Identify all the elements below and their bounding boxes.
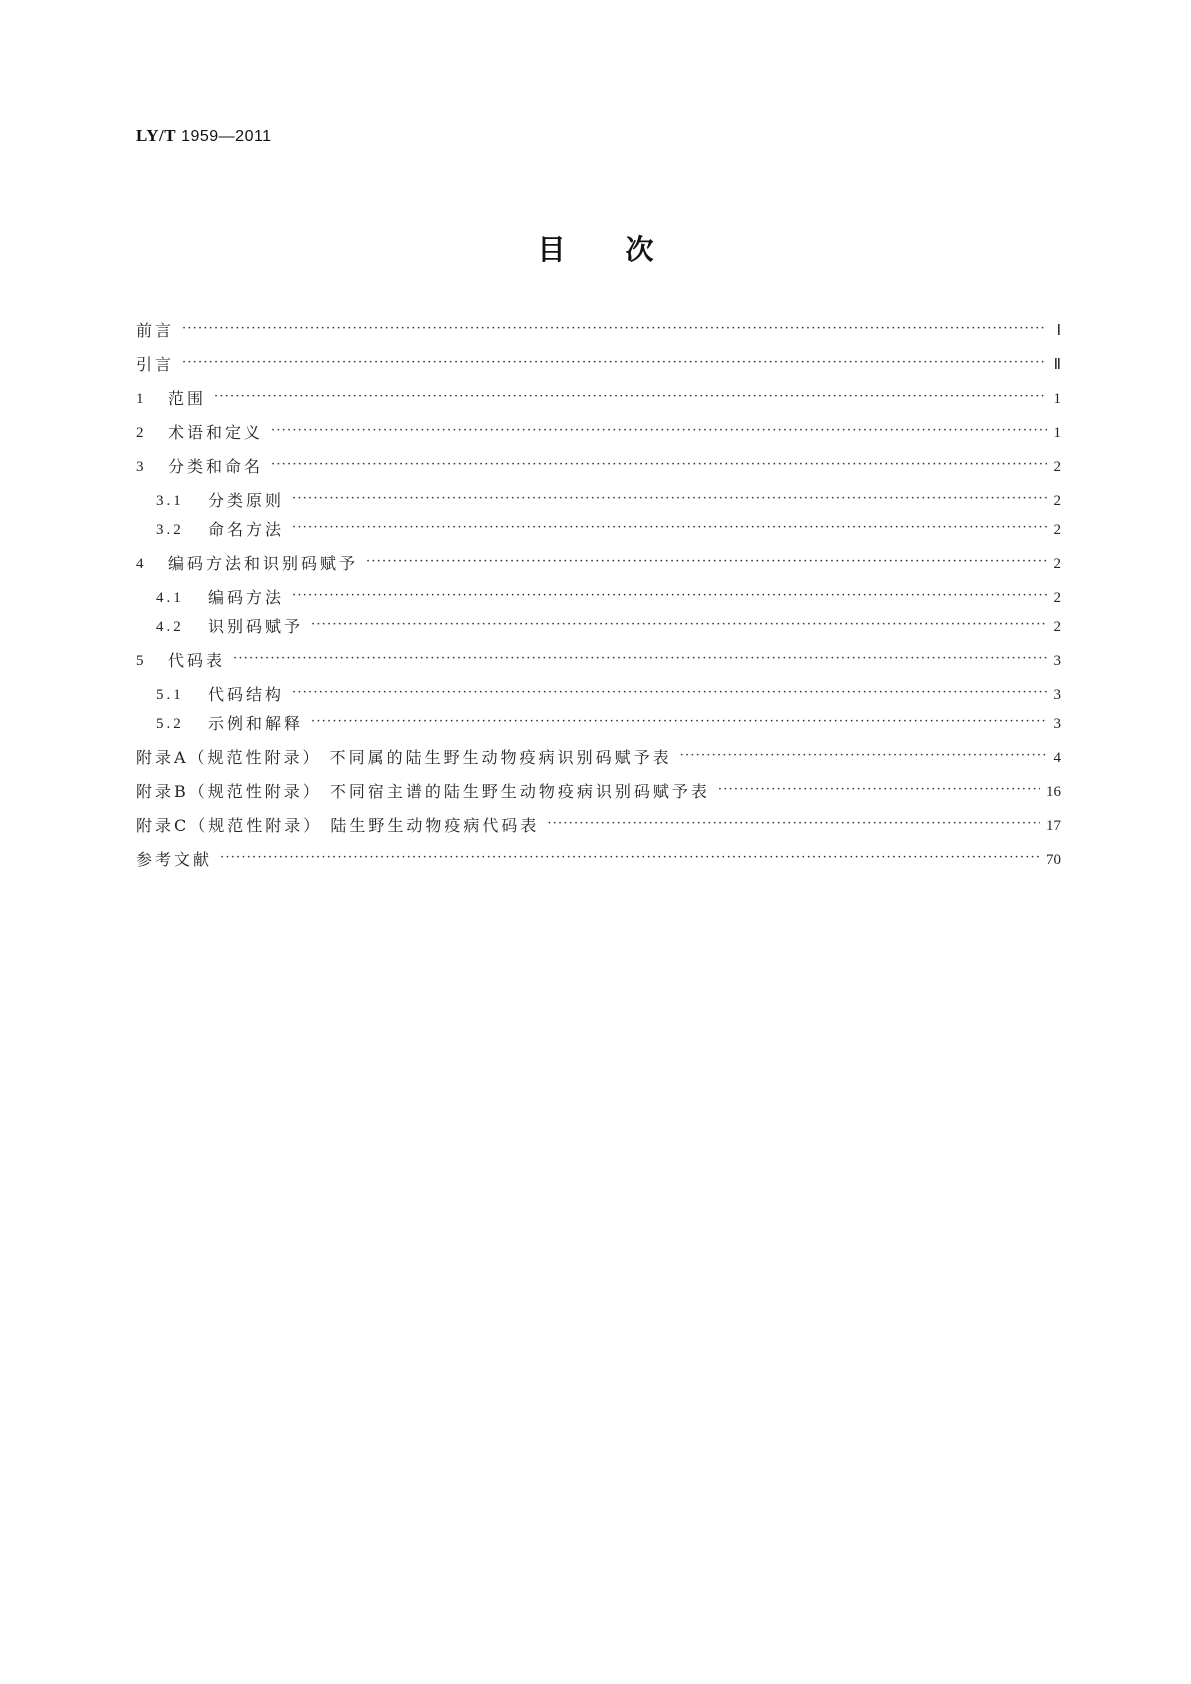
toc-entry[interactable] [156, 585, 1061, 609]
document-code [136, 126, 272, 146]
toc-leader-dots [220, 849, 1040, 871]
toc-leader-dots [292, 684, 1047, 706]
toc-entry-number: 5.1 [156, 687, 184, 703]
toc-entry-number: 4 [136, 556, 144, 572]
toc-leader-dots [292, 519, 1047, 541]
toc-entry-title: 参考文献 [136, 850, 213, 869]
toc-entry-title: 识别码赋予 [208, 617, 304, 636]
toc-leader-dots [718, 781, 1040, 803]
toc-leader-dots [214, 388, 1047, 410]
toc-entry-page: 70 [1046, 852, 1061, 868]
toc-entry-page: Ⅰ [1056, 323, 1061, 339]
toc-entry[interactable] [136, 386, 1061, 410]
toc-entry-title: 术语和定义 [168, 423, 264, 442]
toc-entry-number: 2 [136, 425, 144, 441]
toc-entry-title: 附录C（规范性附录） 陆生野生动物疫病代码表 [136, 816, 540, 835]
standard-prefix: LY/T [136, 126, 177, 145]
toc-leader-dots [271, 422, 1047, 444]
toc-leader-dots [366, 553, 1047, 575]
toc-entry-page: 4 [1053, 750, 1061, 766]
toc-entry-page: 3 [1053, 653, 1061, 669]
toc-entry-title: 代码表 [168, 651, 226, 670]
toc-entry-title: 编码方法和识别码赋予 [168, 554, 359, 573]
toc-entry-title: 分类原则 [208, 491, 285, 510]
toc-entry[interactable] [136, 813, 1061, 837]
toc-leader-dots [182, 354, 1047, 376]
toc-entry-page: 2 [1053, 493, 1061, 509]
standard-number: 1959—2011 [181, 128, 272, 145]
toc-entry-page: 2 [1053, 619, 1061, 635]
toc-entry[interactable] [156, 711, 1061, 735]
toc-entry[interactable] [136, 551, 1061, 575]
toc-entry[interactable] [136, 318, 1061, 342]
toc-entry-number: 5 [136, 653, 144, 669]
toc-leader-dots [311, 713, 1047, 735]
toc-leader-dots [292, 490, 1047, 512]
toc-entry-page: Ⅱ [1053, 357, 1061, 373]
toc-entry-page: 2 [1053, 459, 1061, 475]
toc-entry-number: 3.1 [156, 493, 184, 509]
toc-entry[interactable] [136, 745, 1061, 769]
toc-entry-title: 编码方法 [208, 588, 285, 607]
toc-entry-page: 1 [1053, 391, 1061, 407]
toc-entry-page: 17 [1046, 818, 1061, 834]
toc-entry-number: 1 [136, 391, 144, 407]
toc-entry-title: 附录A（规范性附录） 不同属的陆生野生动物疫病识别码赋予表 [136, 748, 672, 767]
toc-entry-number: 4.1 [156, 590, 184, 606]
toc-entry[interactable] [136, 454, 1061, 478]
toc-entry-title: 附录B（规范性附录） 不同宿主谱的陆生野生动物疫病识别码赋予表 [136, 782, 710, 801]
toc-entry[interactable] [136, 420, 1061, 444]
toc-leader-dots [311, 616, 1047, 638]
toc-entry[interactable] [136, 779, 1061, 803]
toc-entry[interactable] [136, 847, 1061, 871]
toc-entry-page: 16 [1046, 784, 1061, 800]
toc-leader-dots [233, 650, 1047, 672]
toc-entry-title: 命名方法 [208, 520, 285, 539]
toc-entry-title: 范围 [168, 389, 207, 408]
toc-entry[interactable] [156, 488, 1061, 512]
toc-entry-title: 示例和解释 [208, 714, 304, 733]
toc-entry[interactable] [156, 614, 1061, 638]
toc-entry-page: 2 [1053, 590, 1061, 606]
toc-entry-title: 引言 [136, 355, 175, 374]
toc-leader-dots [680, 747, 1047, 769]
toc-entry-page: 1 [1053, 425, 1061, 441]
toc-entry-number: 5.2 [156, 716, 184, 732]
toc-leader-dots [292, 587, 1047, 609]
toc-entry-number: 4.2 [156, 619, 184, 635]
toc-entry-title: 分类和命名 [168, 457, 264, 476]
toc-entry-title: 代码结构 [208, 685, 285, 704]
toc-entry-number: 3.2 [156, 522, 184, 538]
toc-leader-dots [182, 320, 1047, 342]
toc-entry[interactable] [136, 352, 1061, 376]
toc-entry-page: 3 [1053, 716, 1061, 732]
page-title: 目次 [537, 233, 714, 266]
toc-entry-number: 3 [136, 459, 144, 475]
toc-entry[interactable] [156, 517, 1061, 541]
toc-entry-title: 前言 [136, 321, 175, 340]
toc-entry-page: 2 [1053, 556, 1061, 572]
toc-entry-page: 2 [1053, 522, 1061, 538]
toc-leader-dots [547, 815, 1040, 837]
toc-leader-dots [271, 456, 1047, 478]
toc-entry[interactable] [136, 648, 1061, 672]
toc-entry[interactable] [156, 682, 1061, 706]
toc-entry-page: 3 [1053, 687, 1061, 703]
